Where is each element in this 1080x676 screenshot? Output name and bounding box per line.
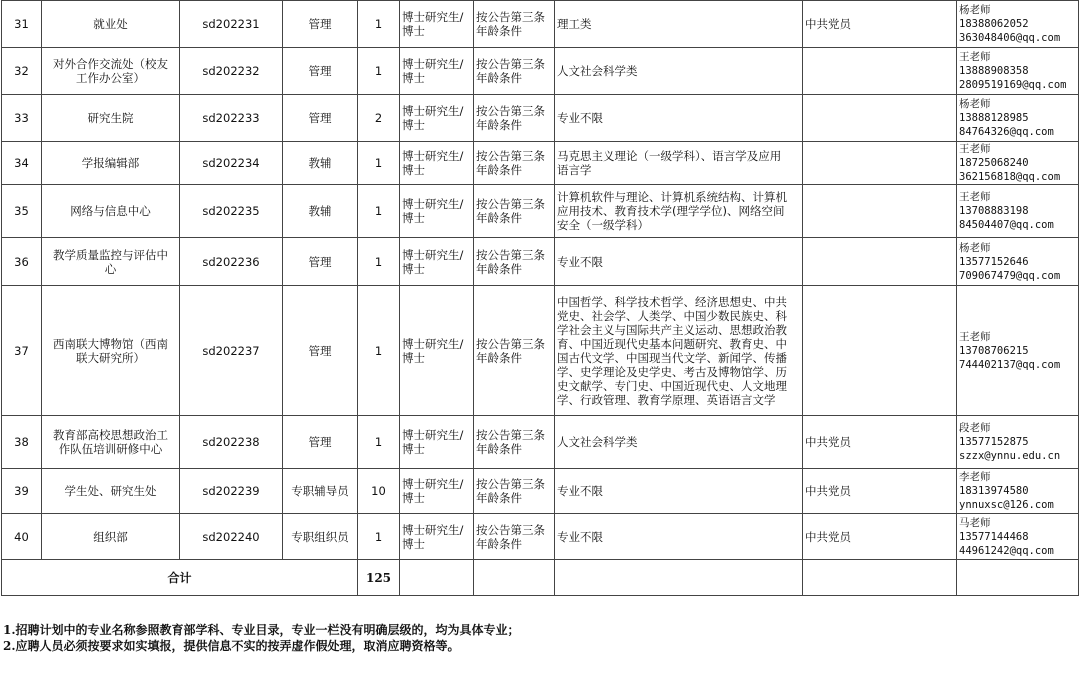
political-status-cell bbox=[803, 95, 957, 142]
table-row bbox=[2, 95, 1079, 142]
headcount-cell: 1 bbox=[358, 185, 400, 238]
education-cell: 博士研究生/ 博士 bbox=[400, 469, 474, 514]
table-row bbox=[2, 238, 1079, 286]
department-cell: 学生处、研究生处 bbox=[42, 469, 180, 514]
headcount-cell: 1 bbox=[358, 48, 400, 95]
age-requirement-cell: 按公告第三条 年龄条件 bbox=[474, 95, 555, 142]
position-type-cell: 管理 bbox=[283, 416, 358, 469]
headcount-cell: 1 bbox=[358, 238, 400, 286]
age-requirement-cell: 按公告第三条 年龄条件 bbox=[474, 514, 555, 560]
table-row bbox=[2, 48, 1079, 95]
contact-cell: 李老师 18313974580 ynnuxsc@126.com bbox=[957, 469, 1079, 514]
footnotes bbox=[3, 622, 1073, 654]
position-type-cell: 教辅 bbox=[283, 185, 358, 238]
department-cell: 就业处 bbox=[42, 1, 180, 48]
footnote-2: 2.应聘人员必须按要求如实填报，提供信息不实的按弄虚作假处理，取消应聘资格等。 bbox=[3, 639, 460, 653]
political-status-cell: 中共党员 bbox=[803, 416, 957, 469]
contact-cell: 杨老师 18388062052 363048406@qq.com bbox=[957, 1, 1079, 48]
position-code-cell: sd202239 bbox=[180, 469, 283, 514]
total-row bbox=[2, 560, 1079, 596]
age-requirement-cell: 按公告第三条 年龄条件 bbox=[474, 416, 555, 469]
position-type-cell: 管理 bbox=[283, 1, 358, 48]
position-code-cell: sd202233 bbox=[180, 95, 283, 142]
position-type-cell: 专职辅导员 bbox=[283, 469, 358, 514]
contact-cell: 杨老师 13888128985 84764326@qq.com bbox=[957, 95, 1079, 142]
department-cell: 教学质量监控与评估中 心 bbox=[42, 238, 180, 286]
headcount-cell: 10 bbox=[358, 469, 400, 514]
age-requirement-cell: 按公告第三条 年龄条件 bbox=[474, 185, 555, 238]
major-requirement-cell: 专业不限 bbox=[555, 95, 803, 142]
major-requirement-cell: 专业不限 bbox=[555, 238, 803, 286]
table-row bbox=[2, 1, 1079, 48]
major-requirement-cell: 理工类 bbox=[555, 1, 803, 48]
headcount-cell: 1 bbox=[358, 514, 400, 560]
position-type-cell: 教辅 bbox=[283, 142, 358, 185]
age-requirement-cell: 按公告第三条 年龄条件 bbox=[474, 286, 555, 416]
education-cell: 博士研究生/ 博士 bbox=[400, 185, 474, 238]
contact-cell: 杨老师 13577152646 709067479@qq.com bbox=[957, 238, 1079, 286]
row-number-cell: 31 bbox=[2, 1, 42, 48]
headcount-cell: 1 bbox=[358, 286, 400, 416]
headcount-cell: 1 bbox=[358, 1, 400, 48]
major-requirement-cell: 专业不限 bbox=[555, 514, 803, 560]
major-requirement-cell: 人文社会科学类 bbox=[555, 48, 803, 95]
position-code-cell: sd202232 bbox=[180, 48, 283, 95]
headcount-cell: 1 bbox=[358, 416, 400, 469]
footnote-1: 1.招聘计划中的专业名称参照教育部学科、专业目录，专业一栏没有明确层级的，均为具体专业； bbox=[3, 623, 520, 637]
political-status-cell bbox=[803, 286, 957, 416]
major-requirement-cell: 马克思主义理论（一级学科）、语言学及应用 语言学 bbox=[555, 142, 803, 185]
department-cell: 对外合作交流处（校友 工作办公室） bbox=[42, 48, 180, 95]
education-cell: 博士研究生/ 博士 bbox=[400, 1, 474, 48]
major-requirement-cell: 人文社会科学类 bbox=[555, 416, 803, 469]
position-code-cell: sd202236 bbox=[180, 238, 283, 286]
table-row bbox=[2, 185, 1079, 238]
age-requirement-cell: 按公告第三条 年龄条件 bbox=[474, 238, 555, 286]
education-cell: 博士研究生/ 博士 bbox=[400, 416, 474, 469]
row-number-cell: 37 bbox=[2, 286, 42, 416]
table-row bbox=[2, 142, 1079, 185]
contact-cell: 王老师 18725068240 362156818@qq.com bbox=[957, 142, 1079, 185]
major-requirement-cell: 专业不限 bbox=[555, 469, 803, 514]
age-requirement-cell: 按公告第三条 年龄条件 bbox=[474, 142, 555, 185]
age-requirement-cell: 按公告第三条 年龄条件 bbox=[474, 469, 555, 514]
row-number-cell: 33 bbox=[2, 95, 42, 142]
position-code-cell: sd202238 bbox=[180, 416, 283, 469]
major-requirement-cell: 计算机软件与理论、计算机系统结构、计算机 应用技术、教育技术学(理学学位)、网络空间 安全（一级学科） bbox=[555, 185, 803, 238]
headcount-cell: 2 bbox=[358, 95, 400, 142]
position-type-cell: 管理 bbox=[283, 48, 358, 95]
position-type-cell: 专职组织员 bbox=[283, 514, 358, 560]
row-number-cell: 38 bbox=[2, 416, 42, 469]
education-cell: 博士研究生/ 博士 bbox=[400, 286, 474, 416]
political-status-cell: 中共党员 bbox=[803, 469, 957, 514]
row-number-cell: 34 bbox=[2, 142, 42, 185]
row-number-cell: 39 bbox=[2, 469, 42, 514]
total-label: 合计 bbox=[2, 560, 358, 596]
department-cell: 组织部 bbox=[42, 514, 180, 560]
total-value: 125 bbox=[358, 560, 400, 596]
contact-cell: 马老师 13577144468 44961242@qq.com bbox=[957, 514, 1079, 560]
row-number-cell: 40 bbox=[2, 514, 42, 560]
position-code-cell: sd202240 bbox=[180, 514, 283, 560]
age-requirement-cell: 按公告第三条 年龄条件 bbox=[474, 48, 555, 95]
education-cell: 博士研究生/ 博士 bbox=[400, 48, 474, 95]
contact-cell: 王老师 13888908358 2809519169@qq.com bbox=[957, 48, 1079, 95]
political-status-cell: 中共党员 bbox=[803, 514, 957, 560]
position-code-cell: sd202237 bbox=[180, 286, 283, 416]
position-code-cell: sd202231 bbox=[180, 1, 283, 48]
political-status-cell bbox=[803, 238, 957, 286]
headcount-cell: 1 bbox=[358, 142, 400, 185]
department-cell: 学报编辑部 bbox=[42, 142, 180, 185]
recruitment-table bbox=[1, 0, 1079, 596]
department-cell: 研究生院 bbox=[42, 95, 180, 142]
row-number-cell: 32 bbox=[2, 48, 42, 95]
education-cell: 博士研究生/ 博士 bbox=[400, 95, 474, 142]
position-code-cell: sd202235 bbox=[180, 185, 283, 238]
department-cell: 西南联大博物馆（西南 联大研究所） bbox=[42, 286, 180, 416]
table-row bbox=[2, 469, 1079, 514]
education-cell: 博士研究生/ 博士 bbox=[400, 238, 474, 286]
major-requirement-cell: 中国哲学、科学技术哲学、经济思想史、中共 党史、社会学、人类学、中国少数民族史、科 学社会主义与国际共产主义运动、思想政治教 育、中国近现代史基本问题研究、教育史、中 国古代文学、中国现当代文学、新闻学、传播 学、史学理论及史学史、考古及博物馆学、历 史文献学、专门史、中国近现代史、人文地理 学、行政管理、教育学原理、英语语言文学 bbox=[555, 286, 803, 416]
political-status-cell bbox=[803, 142, 957, 185]
political-status-cell bbox=[803, 48, 957, 95]
contact-cell: 王老师 13708883198 84504407@qq.com bbox=[957, 185, 1079, 238]
education-cell: 博士研究生/ 博士 bbox=[400, 514, 474, 560]
contact-cell: 段老师 13577152875 szzx@ynnu.edu.cn bbox=[957, 416, 1079, 469]
position-type-cell: 管理 bbox=[283, 286, 358, 416]
table-row bbox=[2, 416, 1079, 469]
department-cell: 教育部高校思想政治工 作队伍培训研修中心 bbox=[42, 416, 180, 469]
table-row bbox=[2, 514, 1079, 560]
contact-cell: 王老师 13708706215 744402137@qq.com bbox=[957, 286, 1079, 416]
position-type-cell: 管理 bbox=[283, 238, 358, 286]
political-status-cell: 中共党员 bbox=[803, 1, 957, 48]
position-type-cell: 管理 bbox=[283, 95, 358, 142]
political-status-cell bbox=[803, 185, 957, 238]
position-code-cell: sd202234 bbox=[180, 142, 283, 185]
education-cell: 博士研究生/ 博士 bbox=[400, 142, 474, 185]
age-requirement-cell: 按公告第三条 年龄条件 bbox=[474, 1, 555, 48]
row-number-cell: 36 bbox=[2, 238, 42, 286]
department-cell: 网络与信息中心 bbox=[42, 185, 180, 238]
row-number-cell: 35 bbox=[2, 185, 42, 238]
table-row bbox=[2, 286, 1079, 416]
